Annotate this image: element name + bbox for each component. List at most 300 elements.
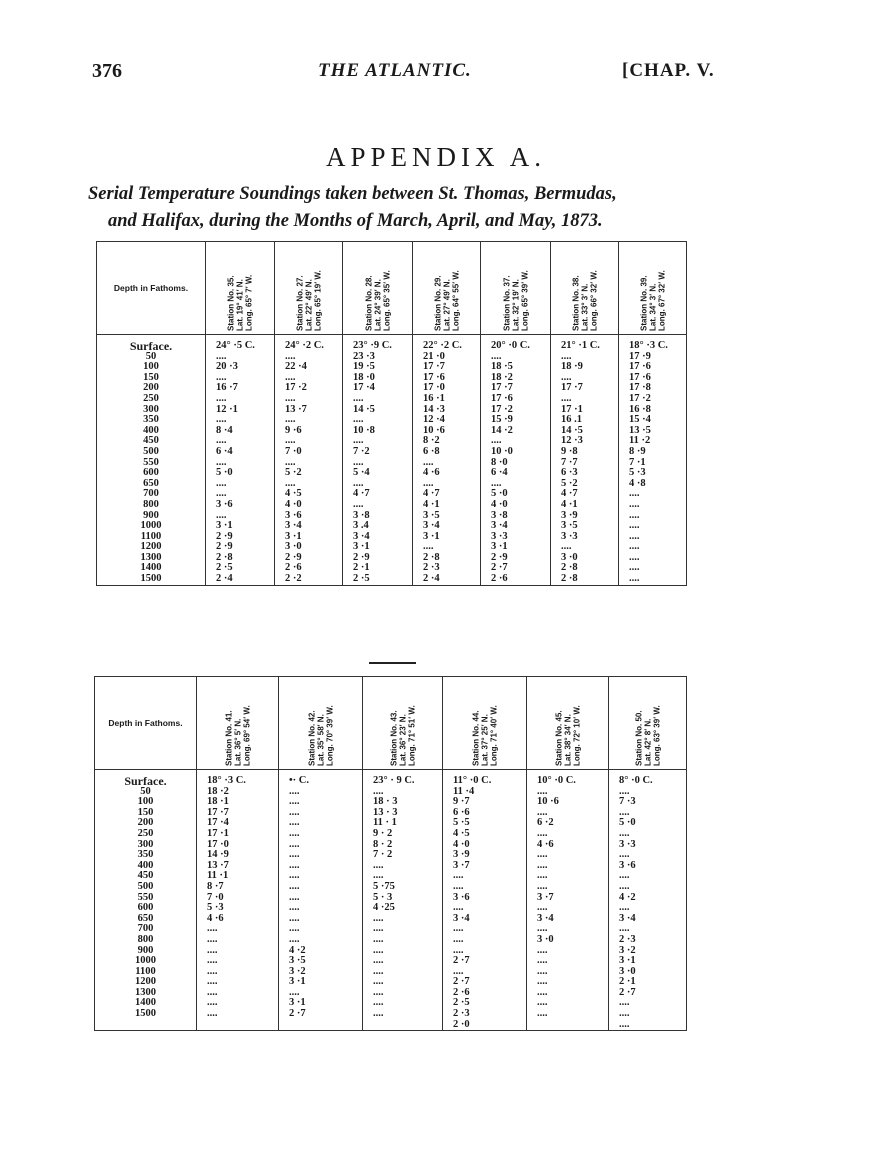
temperature-cell: .... bbox=[216, 392, 227, 404]
temperature-cell: 2 ·7 bbox=[491, 562, 508, 574]
temperature-cell: 3 ·2 bbox=[619, 944, 636, 956]
soundings-table-1 bbox=[96, 241, 687, 586]
depth-cell: 1200 bbox=[135, 976, 156, 988]
temperature-cell: 10 ·6 bbox=[423, 424, 445, 436]
temperature-cell: 5 ·0 bbox=[619, 817, 636, 829]
temperature-cell: 8° ·0 C. bbox=[619, 775, 653, 786]
temperature-cell: 14 ·5 bbox=[561, 424, 583, 436]
depth-cell: 1200 bbox=[140, 541, 162, 553]
temperature-cell: 23° ·9 C. bbox=[353, 340, 392, 351]
station-column bbox=[527, 770, 609, 1031]
depth-cell: 250 bbox=[137, 827, 154, 839]
temperature-cell: 3 ·1 bbox=[353, 541, 370, 553]
temperature-cell: .... bbox=[453, 870, 464, 882]
depth-cell: 900 bbox=[137, 944, 154, 956]
station-header bbox=[551, 242, 619, 335]
temperature-cell: .... bbox=[216, 509, 227, 521]
temperature-cell: 3 ·1 bbox=[216, 520, 233, 532]
temperature-cell: .... bbox=[373, 785, 384, 797]
temperature-cell: 16 ·8 bbox=[629, 403, 651, 415]
temperature-cell: .... bbox=[423, 477, 434, 489]
temperature-cell: .... bbox=[619, 849, 630, 861]
depth-cell: 1100 bbox=[140, 530, 162, 542]
temperature-cell: 7 ·1 bbox=[629, 456, 646, 468]
temperature-cell: 3 ·1 bbox=[289, 997, 306, 1009]
temperature-cell: .... bbox=[207, 1008, 218, 1020]
temperature-cell: 20 ·3 bbox=[216, 361, 238, 373]
temperature-cell: 11 ·2 bbox=[629, 435, 651, 447]
temperature-cell: 17 ·8 bbox=[629, 382, 651, 394]
temperature-cell: .... bbox=[216, 371, 227, 383]
temperature-cell: 8 ·7 bbox=[207, 880, 224, 892]
temperature-cell: 17 ·2 bbox=[285, 382, 307, 394]
temperature-cell: 17 ·7 bbox=[207, 806, 229, 818]
temperature-cell: .... bbox=[537, 965, 548, 977]
depth-cell: 900 bbox=[143, 509, 159, 521]
station-label: Station No. 29. Lat. 27° 49′ N. Long. 64° 55′ W. bbox=[433, 270, 460, 331]
temperature-cell: .... bbox=[537, 785, 548, 797]
temperature-cell: .... bbox=[629, 520, 640, 532]
temperature-cell: .... bbox=[373, 923, 384, 935]
temperature-cell: 3 ·1 bbox=[491, 541, 508, 553]
temperature-cell: 17 ·2 bbox=[629, 392, 651, 404]
temperature-cell: 17 ·9 bbox=[629, 350, 651, 362]
temperature-cell: .... bbox=[285, 350, 296, 362]
temperature-cell: .... bbox=[629, 488, 640, 500]
temperature-cell: 7 ·0 bbox=[207, 891, 224, 903]
temperature-cell: 4 ·0 bbox=[453, 838, 470, 850]
temperature-cell: .... bbox=[619, 1018, 630, 1030]
depth-cell: 550 bbox=[143, 456, 159, 468]
temperature-cell: 19 ·5 bbox=[353, 361, 375, 373]
station-header bbox=[343, 242, 413, 335]
temperature-cell: .... bbox=[453, 944, 464, 956]
temperature-cell: 3 ·0 bbox=[537, 933, 554, 945]
temperature-cell: .... bbox=[207, 965, 218, 977]
temperature-cell: 12 ·1 bbox=[216, 403, 238, 415]
temperature-cell: 7 ·7 bbox=[561, 456, 578, 468]
depth-cell: 300 bbox=[137, 838, 154, 850]
temperature-cell: .... bbox=[537, 827, 548, 839]
depth-cell: 1100 bbox=[135, 965, 156, 977]
temperature-cell: .... bbox=[207, 976, 218, 988]
temperature-cell: 2 ·3 bbox=[423, 562, 440, 574]
temperature-cell: 17 ·0 bbox=[207, 838, 229, 850]
depth-cell: 1400 bbox=[135, 997, 156, 1009]
depth-cell: 550 bbox=[137, 891, 154, 903]
temperature-cell: 15 ·9 bbox=[491, 414, 513, 426]
temperature-cell: 7 · 2 bbox=[373, 849, 393, 861]
depth-cell: 450 bbox=[137, 870, 154, 882]
temperature-cell: 17 ·7 bbox=[561, 382, 583, 394]
depth-cell: 650 bbox=[143, 477, 159, 489]
temperature-cell: .... bbox=[373, 1008, 384, 1020]
temperature-cell: .... bbox=[289, 933, 300, 945]
temperature-cell: 9 ·7 bbox=[453, 796, 470, 808]
temperature-cell: 3 ·5 bbox=[561, 520, 578, 532]
temperature-cell: 2 ·9 bbox=[353, 551, 370, 563]
temperature-cell: 3 ·6 bbox=[619, 859, 636, 871]
temperature-cell: 17 ·6 bbox=[491, 392, 513, 404]
temperature-cell: 3 ·7 bbox=[537, 891, 554, 903]
temperature-cell: 3 ·6 bbox=[216, 498, 233, 510]
temperature-cell: .... bbox=[453, 965, 464, 977]
temperature-cell: 4 ·8 bbox=[629, 477, 646, 489]
temperature-cell: .... bbox=[373, 912, 384, 924]
temperature-cell: .... bbox=[491, 477, 502, 489]
temperature-cell: 8 ·2 bbox=[423, 435, 440, 447]
temperature-cell: 3 ·4 bbox=[491, 520, 508, 532]
section-divider bbox=[369, 662, 416, 664]
temperature-cell: 3 ·4 bbox=[353, 530, 370, 542]
temperature-cell: .... bbox=[537, 997, 548, 1009]
temperature-cell: .... bbox=[207, 933, 218, 945]
temperature-cell: .... bbox=[453, 933, 464, 945]
temperature-cell: 4 ·5 bbox=[453, 827, 470, 839]
temperature-cell: 6 ·8 bbox=[423, 445, 440, 457]
temperature-cell: .... bbox=[285, 414, 296, 426]
temperature-cell: 2 ·9 bbox=[285, 551, 302, 563]
depth-cell: 1000 bbox=[135, 955, 156, 967]
temperature-cell: 2 ·6 bbox=[285, 562, 302, 574]
temperature-cell: 13 ·7 bbox=[207, 859, 229, 871]
temperature-cell: .... bbox=[561, 350, 572, 362]
temperature-cell: 2 ·9 bbox=[216, 530, 233, 542]
depth-cell: 350 bbox=[143, 414, 159, 426]
temperature-cell: 2 ·9 bbox=[491, 551, 508, 563]
temperature-cell: 17 ·1 bbox=[561, 403, 583, 415]
depth-cell: Surface. bbox=[129, 339, 173, 353]
temperature-cell: 24° ·5 C. bbox=[216, 340, 255, 351]
temperature-cell: .... bbox=[619, 997, 630, 1009]
station-header bbox=[279, 677, 363, 770]
temperature-cell: .... bbox=[373, 870, 384, 882]
temperature-cell: 2 ·8 bbox=[561, 562, 578, 574]
depth-cell: 450 bbox=[143, 435, 159, 447]
depth-cell: 200 bbox=[137, 817, 154, 829]
depth-cell: 150 bbox=[137, 806, 154, 818]
depth-cell: 100 bbox=[137, 796, 154, 808]
temperature-cell: .... bbox=[289, 986, 300, 998]
temperature-cell: 3 ·8 bbox=[353, 509, 370, 521]
station-header bbox=[443, 677, 527, 770]
temperature-cell: •· C. bbox=[289, 775, 310, 786]
temperature-cell: .... bbox=[289, 838, 300, 850]
station-header bbox=[619, 242, 687, 335]
temperature-cell: .... bbox=[207, 944, 218, 956]
station-column bbox=[363, 770, 443, 1031]
temperature-cell: 2 ·5 bbox=[216, 562, 233, 574]
temperature-cell: .... bbox=[289, 806, 300, 818]
depth-cell: 1000 bbox=[140, 520, 162, 532]
temperature-cell: 5 ·75 bbox=[373, 880, 395, 892]
depth-cell: 700 bbox=[137, 923, 154, 935]
station-label: Station No. 45. Lat. 38° 34′ N. Long. 72° 10′ W. bbox=[554, 705, 581, 766]
station-label: Station No. 44. Lat. 37° 25′ N. Long. 71° 40′ W. bbox=[471, 705, 498, 766]
temperature-cell: 4 ·5 bbox=[285, 488, 302, 500]
temperature-cell: 3 ·0 bbox=[285, 541, 302, 553]
station-column bbox=[343, 335, 413, 586]
temperature-cell: 2 ·7 bbox=[453, 955, 470, 967]
temperature-cell: 2 ·6 bbox=[453, 986, 470, 998]
temperature-cell: .... bbox=[353, 456, 364, 468]
temperature-cell: 16 ·1 bbox=[423, 392, 445, 404]
temperature-cell: 4 ·7 bbox=[423, 488, 440, 500]
temperature-cell: .... bbox=[207, 955, 218, 967]
station-column bbox=[275, 335, 343, 586]
temperature-cell: .... bbox=[619, 880, 630, 892]
temperature-cell: 10 ·8 bbox=[353, 424, 375, 436]
depth-cell: 500 bbox=[137, 880, 154, 892]
station-column bbox=[443, 770, 527, 1031]
temperature-cell: 4 ·6 bbox=[423, 467, 440, 479]
depth-header: Depth in Fathoms. bbox=[97, 242, 206, 335]
temperature-cell: 2 ·5 bbox=[353, 573, 370, 585]
temperature-cell: 2 ·7 bbox=[453, 976, 470, 988]
temperature-cell: .... bbox=[491, 435, 502, 447]
temperature-cell: 18 ·2 bbox=[491, 371, 513, 383]
temperature-cell: 2 ·5 bbox=[453, 997, 470, 1009]
station-column bbox=[481, 335, 551, 586]
temperature-cell: 4 ·0 bbox=[285, 498, 302, 510]
temperature-cell: 3 ·7 bbox=[453, 859, 470, 871]
station-column bbox=[619, 335, 687, 586]
temperature-cell: .... bbox=[373, 965, 384, 977]
temperature-cell: .... bbox=[629, 509, 640, 521]
depth-cell: 100 bbox=[143, 361, 159, 373]
temperature-cell: .... bbox=[619, 806, 630, 818]
temperature-cell: 17 ·6 bbox=[423, 371, 445, 383]
temperature-cell: 4 ·2 bbox=[619, 891, 636, 903]
depth-cell: 50 bbox=[145, 350, 157, 362]
depth-cell: 1400 bbox=[140, 562, 162, 574]
soundings-table-2 bbox=[94, 676, 687, 1031]
temperature-cell: 3 ·0 bbox=[619, 965, 636, 977]
temperature-cell: .... bbox=[289, 902, 300, 914]
temperature-cell: 5 ·2 bbox=[285, 467, 302, 479]
temperature-cell: .... bbox=[629, 573, 640, 585]
temperature-cell: .... bbox=[629, 562, 640, 574]
depth-cell: 1300 bbox=[135, 986, 156, 998]
temperature-cell: 3 ·6 bbox=[285, 509, 302, 521]
temperature-cell: .... bbox=[289, 891, 300, 903]
temperature-cell: .... bbox=[216, 435, 227, 447]
running-title: THE ATLANTIC. bbox=[318, 60, 472, 81]
temperature-cell: .... bbox=[561, 541, 572, 553]
temperature-cell: 17 ·2 bbox=[491, 403, 513, 415]
temperature-cell: 2 ·7 bbox=[289, 1008, 306, 1020]
temperature-cell: .... bbox=[289, 880, 300, 892]
temperature-cell: .... bbox=[216, 456, 227, 468]
temperature-cell: 18° ·3 C. bbox=[207, 775, 246, 786]
subtitle-line-1: Serial Temperature Soundings taken between St. Thomas, Bermudas, bbox=[88, 184, 617, 204]
temperature-cell: 23 ·3 bbox=[353, 350, 375, 362]
temperature-cell: 2 ·4 bbox=[423, 573, 440, 585]
temperature-cell: .... bbox=[537, 976, 548, 988]
temperature-cell: 17 ·7 bbox=[491, 382, 513, 394]
temperature-cell: 14 ·3 bbox=[423, 403, 445, 415]
temperature-cell: .... bbox=[216, 414, 227, 426]
station-column bbox=[551, 335, 619, 586]
temperature-cell: 10 ·0 bbox=[491, 445, 513, 457]
temperature-cell: 5 ·2 bbox=[561, 477, 578, 489]
station-label: Station No. 50. Lat. 42° 8′ N. Long. 63° 39′ W. bbox=[634, 705, 661, 766]
temperature-cell: 3 ·1 bbox=[619, 955, 636, 967]
temperature-cell: 6 ·4 bbox=[491, 467, 508, 479]
temperature-cell: 18° ·3 C. bbox=[629, 340, 668, 351]
station-label: Station No. 39. Lat. 34° 3′ N. Long. 67° 32′ W. bbox=[639, 270, 666, 331]
station-label: Station No. 41. Lat. 36° 5′ N. Long. 69° 54′ W. bbox=[224, 705, 251, 766]
temperature-cell: 6 ·4 bbox=[216, 445, 233, 457]
temperature-cell: 3 ·3 bbox=[491, 530, 508, 542]
temperature-cell: .... bbox=[207, 986, 218, 998]
temperature-cell: 3 ·6 bbox=[453, 891, 470, 903]
temperature-cell: 2 ·3 bbox=[453, 1008, 470, 1020]
temperature-cell: 3 ·4 bbox=[537, 912, 554, 924]
temperature-cell: 17 ·4 bbox=[207, 817, 229, 829]
depth-cell: 800 bbox=[137, 933, 154, 945]
temperature-cell: 3 ·9 bbox=[453, 849, 470, 861]
temperature-cell: 23° · 9 C. bbox=[373, 775, 415, 786]
temperature-cell: 3 ·4 bbox=[285, 520, 302, 532]
temperature-cell: .... bbox=[619, 785, 630, 797]
station-label: Station No. 43. Lat. 36° 23′ N. Long. 71° 51′ W. bbox=[389, 705, 416, 766]
temperature-cell: .... bbox=[561, 392, 572, 404]
temperature-cell: .... bbox=[289, 923, 300, 935]
temperature-cell: 2 ·8 bbox=[561, 573, 578, 585]
temperature-cell: 8 · 2 bbox=[373, 838, 393, 850]
temperature-cell: 2 ·6 bbox=[491, 573, 508, 585]
temperature-cell: .... bbox=[289, 785, 300, 797]
temperature-cell: 3 ·5 bbox=[289, 955, 306, 967]
temperature-cell: 18 ·0 bbox=[353, 371, 375, 383]
temperature-cell: 6 ·3 bbox=[561, 467, 578, 479]
temperature-cell: 2 ·4 bbox=[216, 573, 233, 585]
temperature-cell: 12 ·3 bbox=[561, 435, 583, 447]
depth-cell: 800 bbox=[143, 498, 159, 510]
temperature-cell: 4 ·6 bbox=[207, 912, 224, 924]
station-label: Station No. 27. Lat. 22° 49′ N. Long. 65° 19′ W. bbox=[295, 270, 322, 331]
temperature-cell: .... bbox=[289, 870, 300, 882]
temperature-cell: .... bbox=[619, 902, 630, 914]
temperature-cell: 3 ·2 bbox=[289, 965, 306, 977]
temperature-cell: .... bbox=[216, 477, 227, 489]
temperature-cell: .... bbox=[537, 859, 548, 871]
temperature-cell: .... bbox=[353, 414, 364, 426]
depth-cell: 400 bbox=[143, 424, 159, 436]
station-label: Station No. 28. Lat. 24° 39′ N. Long. 65° 35′ W. bbox=[364, 270, 391, 331]
temperature-cell: .... bbox=[423, 456, 434, 468]
depth-cell: 500 bbox=[143, 445, 159, 457]
temperature-cell: 22° ·2 C. bbox=[423, 340, 462, 351]
temperature-cell: .... bbox=[491, 350, 502, 362]
depth-cell: 600 bbox=[143, 467, 159, 479]
station-header bbox=[363, 677, 443, 770]
temperature-cell: 3 .4 bbox=[353, 520, 369, 532]
temperature-cell: .... bbox=[561, 371, 572, 383]
temperature-cell: 5 ·0 bbox=[216, 467, 233, 479]
temperature-cell: 3 ·3 bbox=[561, 530, 578, 542]
temperature-cell: .... bbox=[353, 477, 364, 489]
temperature-cell: 3 ·1 bbox=[289, 976, 306, 988]
temperature-cell: 9 ·8 bbox=[561, 445, 578, 457]
temperature-cell: .... bbox=[207, 997, 218, 1009]
depth-cell: 600 bbox=[137, 902, 154, 914]
temperature-cell: .... bbox=[289, 827, 300, 839]
temperature-cell: 4 ·2 bbox=[289, 944, 306, 956]
temperature-cell: 16 ·7 bbox=[216, 382, 238, 394]
temperature-cell: 18 ·1 bbox=[207, 796, 229, 808]
temperature-cell: 13 ·5 bbox=[629, 424, 651, 436]
temperature-cell: 8 ·4 bbox=[216, 424, 233, 436]
temperature-cell: 4 ·7 bbox=[353, 488, 370, 500]
chapter-label: [CHAP. V. bbox=[622, 60, 715, 81]
appendix-title: APPENDIX A. bbox=[325, 142, 547, 172]
temperature-cell: 18 ·9 bbox=[561, 361, 583, 373]
temperature-cell: .... bbox=[537, 902, 548, 914]
temperature-cell: 4 ·1 bbox=[423, 498, 440, 510]
temperature-cell: .... bbox=[285, 435, 296, 447]
temperature-cell: 2 ·8 bbox=[216, 551, 233, 563]
temperature-cell: 6 ·6 bbox=[453, 806, 470, 818]
temperature-cell: 18 · 3 bbox=[373, 796, 398, 808]
temperature-cell: 2 ·0 bbox=[453, 1018, 470, 1030]
temperature-cell: .... bbox=[216, 350, 227, 362]
station-column bbox=[279, 770, 363, 1031]
temperature-cell: 4 ·1 bbox=[561, 498, 578, 510]
temperature-cell: .... bbox=[619, 1008, 630, 1020]
temperature-cell: 3 ·3 bbox=[619, 838, 636, 850]
page-number: 376 bbox=[92, 60, 122, 82]
subtitle-line-2: and Halifax, during the Months of March, April, and May, 1873. bbox=[108, 211, 603, 231]
temperature-cell: 2 ·2 bbox=[285, 573, 302, 585]
temperature-cell: 3 ·9 bbox=[561, 509, 578, 521]
temperature-cell: .... bbox=[537, 923, 548, 935]
temperature-cell: 3 ·8 bbox=[491, 509, 508, 521]
temperature-cell: .... bbox=[289, 817, 300, 829]
temperature-cell: 2 ·9 bbox=[216, 541, 233, 553]
temperature-cell: 9 ·6 bbox=[285, 424, 302, 436]
temperature-cell: .... bbox=[453, 923, 464, 935]
station-column bbox=[609, 770, 687, 1031]
temperature-cell: 9 · 2 bbox=[373, 827, 393, 839]
temperature-cell: 16 .1 bbox=[561, 414, 582, 426]
temperature-cell: 2 ·1 bbox=[353, 562, 370, 574]
temperature-cell: .... bbox=[207, 923, 218, 935]
temperature-cell: .... bbox=[537, 880, 548, 892]
depth-cell: 1300 bbox=[140, 551, 162, 563]
temperature-cell: .... bbox=[537, 806, 548, 818]
temperature-cell: .... bbox=[353, 392, 364, 404]
depth-cell: 50 bbox=[140, 785, 151, 797]
temperature-cell: 4 ·0 bbox=[491, 498, 508, 510]
temperature-cell: .... bbox=[373, 997, 384, 1009]
temperature-cell: .... bbox=[285, 477, 296, 489]
temperature-cell: 2 ·3 bbox=[619, 933, 636, 945]
temperature-cell: 3 ·1 bbox=[423, 530, 440, 542]
temperature-cell: .... bbox=[353, 498, 364, 510]
temperature-cell: 2 ·1 bbox=[619, 976, 636, 988]
temperature-cell: 2 ·7 bbox=[619, 986, 636, 998]
temperature-cell: 3 ·4 bbox=[423, 520, 440, 532]
temperature-cell: 4 ·25 bbox=[373, 902, 395, 914]
depth-cell: Surface. bbox=[124, 774, 167, 788]
temperature-cell: .... bbox=[453, 880, 464, 892]
temperature-cell: .... bbox=[289, 796, 300, 808]
temperature-cell: .... bbox=[289, 912, 300, 924]
temperature-cell: .... bbox=[373, 859, 384, 871]
temperature-cell: 8 ·0 bbox=[491, 456, 508, 468]
